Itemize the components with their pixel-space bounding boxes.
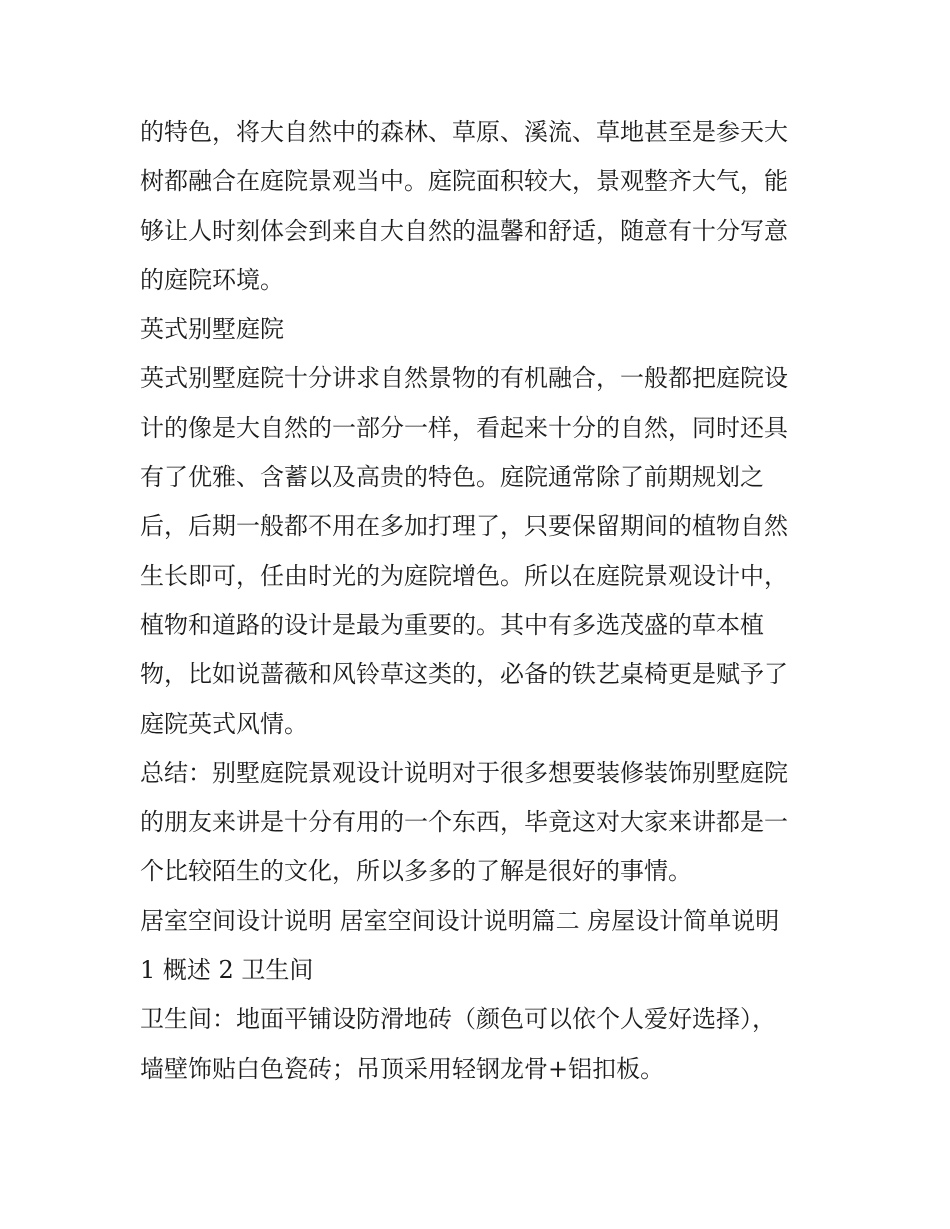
text-line: 英式别墅庭院十分讲求自然景物的有机融合，一般都把庭院设 xyxy=(140,364,788,393)
text-line: 个比较陌生的文化，所以多多的了解是很好的事情。 xyxy=(140,857,692,886)
text-line: 有了优雅、含蓄以及高贵的特色。庭院通常除了前期规划之 xyxy=(140,463,764,492)
paragraph-summary xyxy=(140,749,820,897)
section-heading-english-garden xyxy=(140,305,820,354)
text-line: 总结：别墅庭院景观设计说明对于很多想要装修装饰别墅庭院 xyxy=(140,758,788,787)
text-line: 的朋友来讲是十分有用的一个东西，毕竟这对大家来讲都是一 xyxy=(140,808,788,837)
text-line: 生长即可，任由时光的为庭院增色。所以在庭院景观设计中， xyxy=(140,561,788,590)
text-line: 庭院英式风情。 xyxy=(140,709,308,738)
text-line: 的特色，将大自然中的森林、草原、溪流、草地甚至是参天大 xyxy=(140,118,788,146)
text-line: 后，后期一般都不用在多加打理了，只要保留期间的植物自然 xyxy=(140,512,788,541)
heading-line: 英式别墅庭院 xyxy=(140,315,284,344)
text-line: 够让人时刻体会到来自大自然的温馨和舒适，随意有十分写意 xyxy=(140,216,788,245)
text-line: 的庭院环境。 xyxy=(140,265,284,294)
document-body xyxy=(140,108,820,1094)
text-line: 1 概述 2 卫生间 xyxy=(140,956,314,985)
text-line: 物，比如说蔷薇和风铃草这类的，必备的铁艺桌椅更是赋予了 xyxy=(140,660,788,689)
paragraph-bathroom xyxy=(140,995,820,1094)
text-line: 墙壁饰贴白色瓷砖；吊顶采用轻钢龙骨+铝扣板。 xyxy=(140,1054,665,1083)
text-line: 居室空间设计说明 居室空间设计说明篇二 房屋设计简单说明 xyxy=(140,906,780,935)
paragraph-garden-features xyxy=(140,108,820,305)
text-line: 计的像是大自然的一部分一样，看起来十分的自然，同时还具 xyxy=(140,413,788,442)
paragraph-english-garden xyxy=(140,354,820,748)
text-line: 卫生间：地面平铺设防滑地砖（颜色可以依个人爱好选择）， xyxy=(140,1005,776,1034)
text-line: 树都融合在庭院景观当中。庭院面积较大，景观整齐大气，能 xyxy=(140,167,788,196)
text-line: 植物和道路的设计是最为重要的。其中有多选茂盛的草本植 xyxy=(140,610,764,639)
paragraph-room-design-title xyxy=(140,897,820,996)
